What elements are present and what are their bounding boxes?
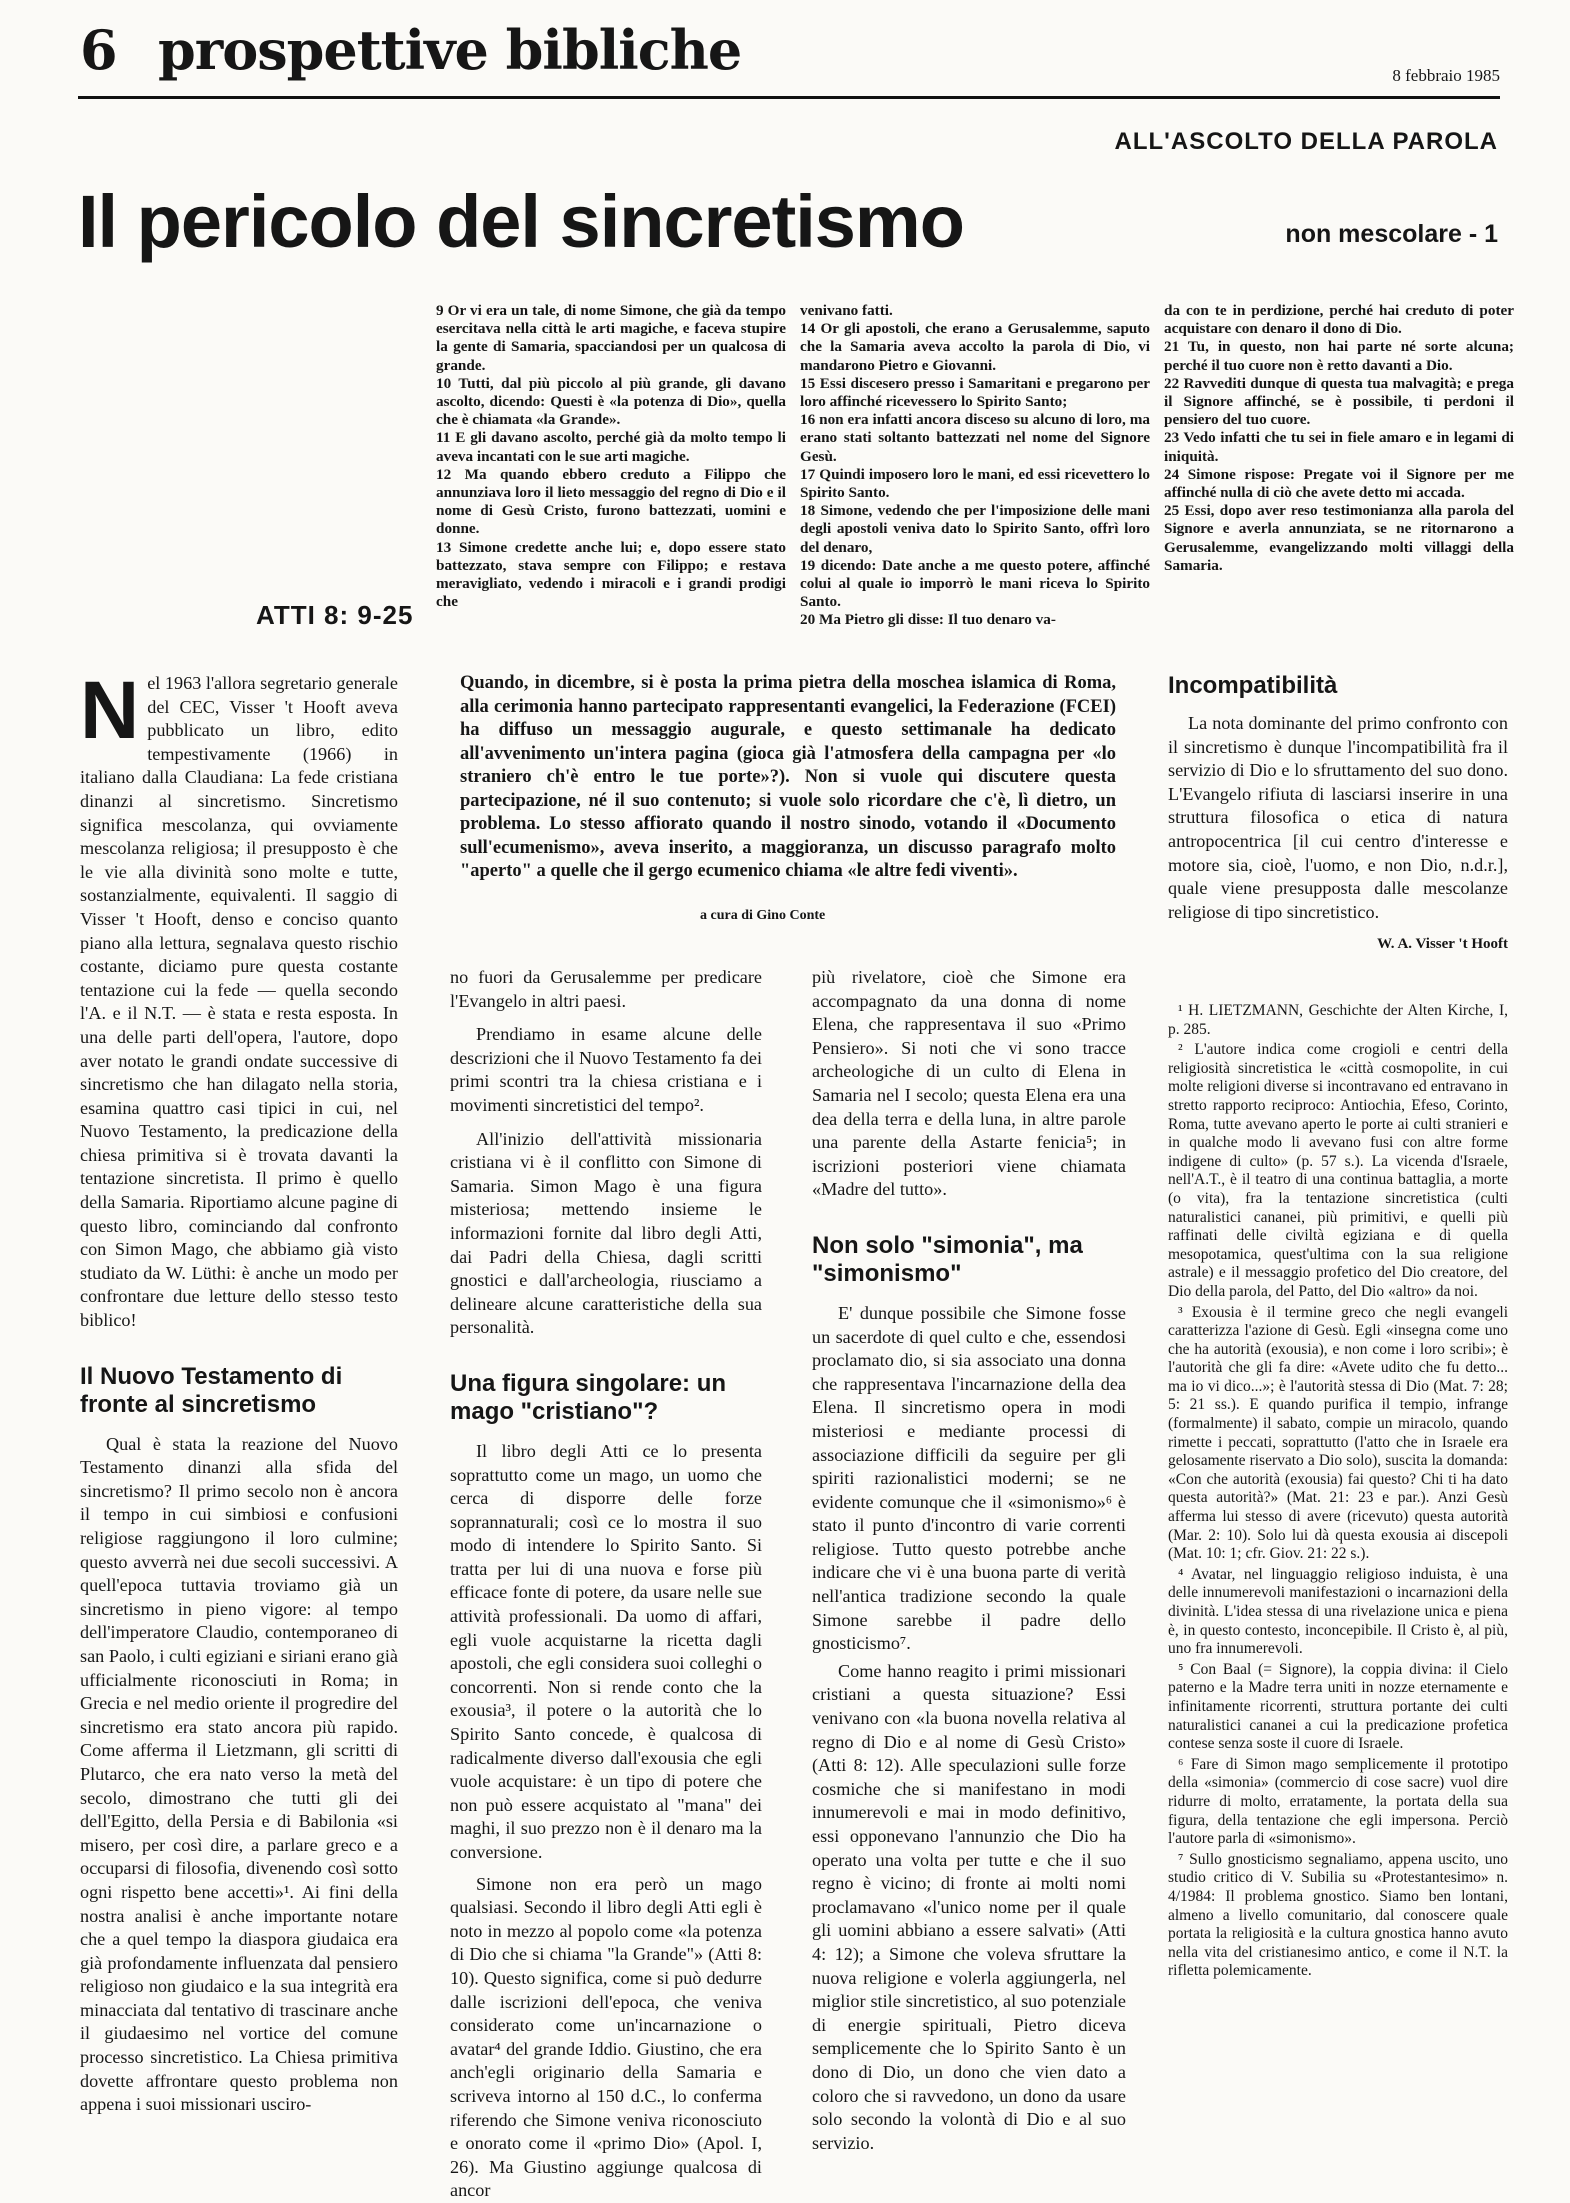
footnote: ⁵ Con Baal (= Signore), la coppia divina: il Cielo paterno e la Madre terra uniti in nozze eternamente e infinitamente ricorrenti, struttura portante dei culti naturalistici cananei a cui la predicazione profetica contese senza soste il cuore di Israele. <box>1168 1660 1508 1753</box>
footnote: ⁶ Fare di Simon mago semplicemente il prototipo della «simonia» (commercio di cose sacre) vuol dire ridurre di molto, erratamente, la portata della sua figura, della tentazione che egli impersona. Perciò l'autore parla di «simonismo». <box>1168 1755 1508 1848</box>
article-column-3 <box>812 966 1126 2155</box>
verse: 13 Simone credette anche lui; e, dopo essere stato battezzato, stava sempre con Filippo; e restava meravigliato, vedendo i miracoli e i grandi prodigi che <box>436 538 786 611</box>
verse: venivano fatti. <box>800 302 893 319</box>
verse: 14 Or gli apostoli, che erano a Gerusalemme, saputo che la Samaria aveva accolto la parola di Dio, vi mandarono Pietro e Giovanni. <box>800 320 1150 374</box>
verse: da con te in perdizione, perché hai creduto di poter acquistare con denaro il dono di Dio. <box>1164 302 1514 338</box>
article-paragraph: Come hanno reagito i primi missionari cristiani a questa situazione? Essi venivano con «la buona novella relativa al regno di Dio e al nome di Gesù Cristo» (Atti 8: 12). Alle speculazioni sulle forze cosmiche che si manifestano in modi innumerevoli e mai in modo definitivo, essi opponevano l'annunzio che Dio ha operato una volta per tutte e che il suo regno è vicino; di fronte ai molti nomi proclamavano «l'unico nome per il quale gli uomini abbiano a essere salvati» (Atti 4: 12); a Simone che voleva sfruttare la nuova religione e volerla aggiungerla, nel miglior stile sincretistico, al suo potenziale di energie spirituali, Pietro diceva semplicemente che lo Spirito Santo è un dono di Dio, un dono che vien dato a coloro che si ravvedono, un dono da usare solo secondo la volontà di Dio e al suo servizio. <box>812 1660 1126 2153</box>
footnote: ⁷ Sullo gnosticismo segnaliamo, appena uscito, uno studio critico di V. Subilia su «Protestantesimo» n. 4/1984: Il problema gnostico. Siamo ben lontani, almeno a livello comunitario, dal conoscere quale portata la religiosità e la cultura gnostica hanno avuto nella vita del cristianesimo antico, e come il N.T. la rifletta polemicamente. <box>1168 1850 1508 1980</box>
page-number: 6 <box>80 18 118 82</box>
headline: Il pericolo del sincretismo <box>78 180 964 263</box>
sidebar <box>1168 672 1508 953</box>
verse: 9 Or vi era un tale, di nome Simone, che già da tempo esercitava nella città le arti magiche, e faceva stupire la gente di Samaria, spacciandosi per un qualcosa di grande. <box>436 302 786 374</box>
verses-column-3 <box>1164 302 1514 575</box>
verse: 25 Essi, dopo aver reso testimonianza alla parola del Signore e averla annunziata, se ne ritornarono a Gerusalemme, evangelizzando molti villaggi della Samaria. <box>1164 502 1514 574</box>
verse: 22 Ravvediti dunque di questa tua malvagità; e prega il Signore affinché, se è possibile, ti perdoni il pensiero del tuo cuore. <box>1164 374 1514 429</box>
article-paragraph: Simone non era però un mago qualsiasi. Secondo il libro degli Atti egli è noto in mezzo al popolo come «la potenza di Dio che si chiama "la Grande"» (Atti 8: 10). Questo significa, come si può dedurre dalle iscrizioni dell'epoca, che veniva considerato come un'incarnazione o avatar⁴ del grande Iddio. Giustino, che era anch'egli originario della Samaria e scriveva intorno al 150 d.C., lo conferma riferendo che Simone veniva riconosciuto e onorato come il «primo Dio» (Apol. I, 26). Ma Giustino aggiunge qualcosa di ancor <box>450 1873 762 2201</box>
article-column-2 <box>450 966 762 2203</box>
masthead-rule <box>78 96 1500 99</box>
article-paragraph: Prendiamo in esame alcune delle descrizioni che il Nuovo Testamento fa dei primi scontri tra la chiesa cristiana e i movimenti sincretistici del tempo². <box>450 1024 762 1115</box>
verse: 24 Simone rispose: Pregate voi il Signore per me affinché nulla di ciò che avete detto mi accada. <box>1164 465 1514 502</box>
verse: 11 E gli davano ascolto, perché già da molto tempo li aveva incantati con le sue arti magiche. <box>436 429 786 465</box>
footnote: ¹ H. LIETZMANN, Geschichte der Alten Kirche, I, p. 285. <box>1168 1002 1508 1038</box>
verse: 16 non era infatti ancora disceso su alcuno di loro, ma erano stati soltanto battezzati nel nome del Signore Gesù. <box>800 411 1150 465</box>
article-paragraph: più rivelatore, cioè che Simone era accompagnato da una donna di nome Elena, che rappresentava il suo «Primo Pensiero». Si noti che vi sono tracce archeologiche di un culto di Elena in Samaria nel I secolo; questa Elena era una dea della terra e della luna, in altre parole una parente della Astarte fenicia⁵; in iscrizioni posteriori viene chiamata «Madre del tutto». <box>812 967 1126 1200</box>
verse: 17 Quindi imposero loro le mani, ed essi ricevettero lo Spirito Santo. <box>800 465 1150 502</box>
sidebar-paragraph: La nota dominante del primo confronto con il sincretismo è dunque l'incompatibilità fra il servizio di Dio e lo sfruttamento del suo dono. L'Evangelo rifiuta di lasciarsi inserire in una struttura filosofica o etica di natura antropocentrica [il cui centro d'interesse e motore sia, cioè, l'uomo, e non Dio, n.d.r.], quale viene presupposta dalle mescolanze religiose di tipo sincretistico. <box>1168 713 1508 922</box>
dropcap: N <box>80 665 140 756</box>
author-signature: W. A. Visser 't Hooft <box>1377 936 1508 953</box>
subheading: Una figura singolare: un mago "cristiano"? <box>450 1369 727 1425</box>
verse: 19 dicendo: Date anche a me questo potere, affinché colui al quale io imporrò le mani riceva lo Spirito Santo. <box>800 556 1150 611</box>
sidebar-heading: Incompatibilità <box>1168 672 1338 699</box>
verses-column-1 <box>436 302 786 611</box>
intro-paragraph: Quando, in dicembre, si è posta la prima pietra della moschea islamica di Roma, alla cerimonia hanno partecipato rappresentanti evangelici, la Federazione (FCEI) ha diffuso un messaggio augurale, e questo settimanale ha dedicato all'avvenimento un'intera pagina (gioca già l'atmosfera della campagna per «lo straniero ch'è entro le tue porte»?). Non si vuole qui discutere questa partecipazione, né il suo contenuto; si vuole solo ricordare che c'è, lì dietro, un problema. Lo stesso affiorato quando il nostro sinodo, votando il «Documento sull'ecumenismo», aveva inserito, a maggioranza, un discusso paragrafo molto "aperto" a quelle che il gergo ecumenico chiama «le altre fedi viventi». <box>460 673 1116 881</box>
verse: 23 Vedo infatti che tu sei in fiele amaro e in legami di iniquità. <box>1164 429 1514 465</box>
footnote: ² L'autore indica come crogioli e centri della religiosità sincretistica le «città cosmopolite, in cui molte religioni diverse si incontravano ed entravano in stretto rapporto reciproco: Antiochia, Efeso, Corinto, Roma, tutte avevano aperto le porte ai culti stranieri e in qualche modo li avevano fusi con altre forme indigene di culto» (p. 57 s.). La vicenda d'Israele, nell'A.T., è il teatro di una continua battaglia, a morte (o vita), fra la tentazione sincretistica (culti naturalistici cananei, più primitivi, e quelli più raffinati delle civiltà egiziana e di quella mesopotamica, quest'ultima con la sua religione astrale) e il messaggio profetico del Dio creatore, del Dio della parola, del Patto, del Dio «altro» da noi. <box>1168 1041 1508 1300</box>
verses-column-2 <box>800 302 1150 630</box>
subheading: Il Nuovo Testamento di fronte al sincretismo <box>80 1362 343 1418</box>
verse: 15 Essi discesero presso i Samaritani e pregarono per loro affinché ricevessero lo Spirito Santo; <box>800 374 1150 411</box>
verse: 21 Tu, in questo, non hai parte né sorte alcuna; perché il tuo cuore non è retto davanti a Dio. <box>1164 338 1514 374</box>
publication-title: prospettive bibliche <box>158 18 742 82</box>
verse: 20 Ma Pietro gli disse: Il tuo denaro va- <box>800 611 1056 629</box>
issue-date: 8 febbraio 1985 <box>1392 66 1500 85</box>
section-label: ALL'ASCOLTO DELLA PAROLA <box>1114 128 1498 155</box>
article-paragraph: All'inizio dell'attività missionaria cristiana vi è il conflitto con Simone di Samaria. Simon Mago è una figura misteriosa; mettendo insieme le informazioni fornite dal libro degli Atti, dai Padri della Chiesa, dagli scritti gnostici e dall'archeologia, riusciamo a delineare alcune caratteristiche della sua personalità. <box>450 1128 762 1338</box>
series-label: non mescolare - 1 <box>1285 220 1498 248</box>
article-column-1 <box>80 665 398 2117</box>
verse: 10 Tutti, dal più piccolo al più grande, gli davano ascolto, dicendo: Questi è «la potenza di Dio», quella che è chiamata «la Grande». <box>436 374 786 429</box>
article-paragraph: el 1963 l'allora segretario generale del CEC, Visser 't Hooft aveva pubblicato un libro, edito tempestivamente (1966) in italiano dalla Claudiana: La fede cristiana dinanzi al sincretismo. Sincretismo significa mescolanza, qui ovviamente mescolanza religiosa; il presupposto è che le vie alla divinità sono molte e tutte, sostanzialmente, equivalenti. Il saggio di Visser 't Hooft, denso e conciso quanto piano alla lettura, segnalava questo rischio costante, diciamo pure questa costante tentazione cui la fede — quella secondo l'A. e il N.T. — è stata e resta esposta. In una delle parti dell'opera, l'autore, dopo aver notato le grandi ondate successive di sincretismo che han dilagato nella storia, esamina quattro casi tipici in cui, nel Nuovo Testamento, la predicazione della chiesa primitiva si è trovata davanti la tentazione sincretista. Il primo è quello della Samaria. Riportiamo alcune pagine di questo libro, cominciando dal confronto con Simon Mago, che abbiamo già visto studiato da W. Lüthi: è anche un modo per confrontare due letture dello stesso testo biblico! <box>80 673 398 1331</box>
article-paragraph: Qual è stata la reazione del Nuovo Testamento dinanzi alla sfida del sincretismo? Il primo secolo non è ancora il tempo in cui simbiosi e confusioni religiose raggiungono il loro culmine; questo avverrà nei due secoli successivi. A quell'epoca tuttavia troviamo già un sincretismo in pieno vigore: al tempo dell'imperatore Claudio, contemporaneo di san Paolo, i culti egiziani e siriani erano già ufficialmente riconosciuti in Roma; in Grecia e nel medio oriente il progredire del sincretismo era stato ancora più rapido. Come afferma il Lietzmann, gli scritti di Plutarco, che era nato verso la metà del secolo, dimostrano che tutti gli dei dell'Egitto, della Persia e di Babilonia «si misero, per così dire, a parlare greco e a occuparsi di filosofia, divenendo così sotto ogni rispetto bene accetti»¹. Ai fini della nostra analisi è anche importante notare che a quel tempo la diaspora giudaica era già profondamente influenzata dal pensiero religioso non giudaico e la sua integrità era minacciata dal tentativo di trascinare anche il giudaesimo nel vortice del comune processo sincretistico. La Chiesa primitiva dovette affrontare questo problema non appena i suoi missionari usciro- <box>80 1433 398 2115</box>
article-paragraph: no fuori da Gerusalemme per predicare l'Evangelo in altri paesi. <box>450 967 762 1011</box>
subheading: Non solo "simonia", ma "simonismo" <box>812 1231 1083 1287</box>
intro-credit: a cura di Gino Conte <box>700 908 826 923</box>
footnote: ⁴ Avatar, nel linguaggio religioso induista, è una delle innumerevoli manifestazioni o incarnazioni della divinità. L'idea stessa di una rivelazione unica e piena è, in questo contesto, inconcepibile. Il Cristo è, al più, uno fra innumerevoli. <box>1168 1565 1508 1658</box>
verse: 18 Simone, vedendo che per l'imposizione delle mani degli apostoli veniva dato lo Spirito Santo, offrì loro del denaro, <box>800 502 1150 556</box>
scripture-reference: ATTI 8: 9-25 <box>256 600 414 630</box>
article-paragraph: E' dunque possibile che Simone fosse un sacerdote di quel culto e che, essendosi proclamato dio, si sia associato una donna che rappresentava l'incarnazione della dea Elena. Il sincretismo opera in modi misteriosi e mediante processi di associazione difficili da seguire per gli spiriti razionalistici moderni; se ne evidente comunque che il «simonismo»⁶ è stato il punto d'incontro di varie correnti religiose. Tutto questo potrebbe anche indicare che vi è una buona parte di verità nell'antica tradizione secondo la quale Simone sarebbe il padre dello gnosticismo⁷. <box>812 1302 1126 1654</box>
article-paragraph: Il libro degli Atti ce lo presenta soprattutto come un mago, un uomo che cerca di disporre delle forze soprannaturali; così ce lo mostra il suo modo di intendere lo Spirito Santo. Si tratta per lui di una nuova e forse più efficace fonte di potere, da usare nelle sue attività professionali. Da uomo di affari, egli vuole acquistarne la ricetta dagli apostoli, che egli considera suoi colleghi o concorrenti. Non si rende conto che la exousia³, il potere o la autorità che lo Spirito Santo concede, è qualcosa di radicalmente diverso dall'exousia che egli vuole acquistare: è un tipo di potere che non può essere acquistato al "mana" dei maghi, il suo prezzo non è il denaro ma la conversione. <box>450 1440 762 1862</box>
footnotes <box>1168 1002 1508 1983</box>
footnote: ³ Exousia è il termine greco che negli evangeli caratterizza l'azione di Gesù. Egli «insegna come uno che ha autorità (exousia), e non come i loro scribi»; è l'autorità che gli fa dire: «Avete udito che fu detto... ma io vi dico...»; è l'autorità stessa di Dio (Mat. 7: 28; 5: 21 ss.). E quando purifica il tempio, infrange (formalmente) il sabato, compie un miracolo, quando rimette i peccati, soprattutto (l'atto che in Israele era gelosamente riservato a Dio solo), suscita la domanda: «Con che autorità (exousia) fai questo? Chi ti ha dato questa autorità?» (Mat. 21: 23 e par.). Anzi Gesù afferma lui stesso di avere (ricevuto) questa autorità (Mar. 2: 10). Solo lui dà questa exousia ai discepoli (Mat. 10: 1; cfr. Giov. 21: 22 s.). <box>1168 1303 1508 1563</box>
verse: 12 Ma quando ebbero creduto a Filippo che annunziava loro il lieto messaggio del regno di Dio e il nome di Gesù Cristo, furono battezzati, uomini e donne. <box>436 465 786 538</box>
